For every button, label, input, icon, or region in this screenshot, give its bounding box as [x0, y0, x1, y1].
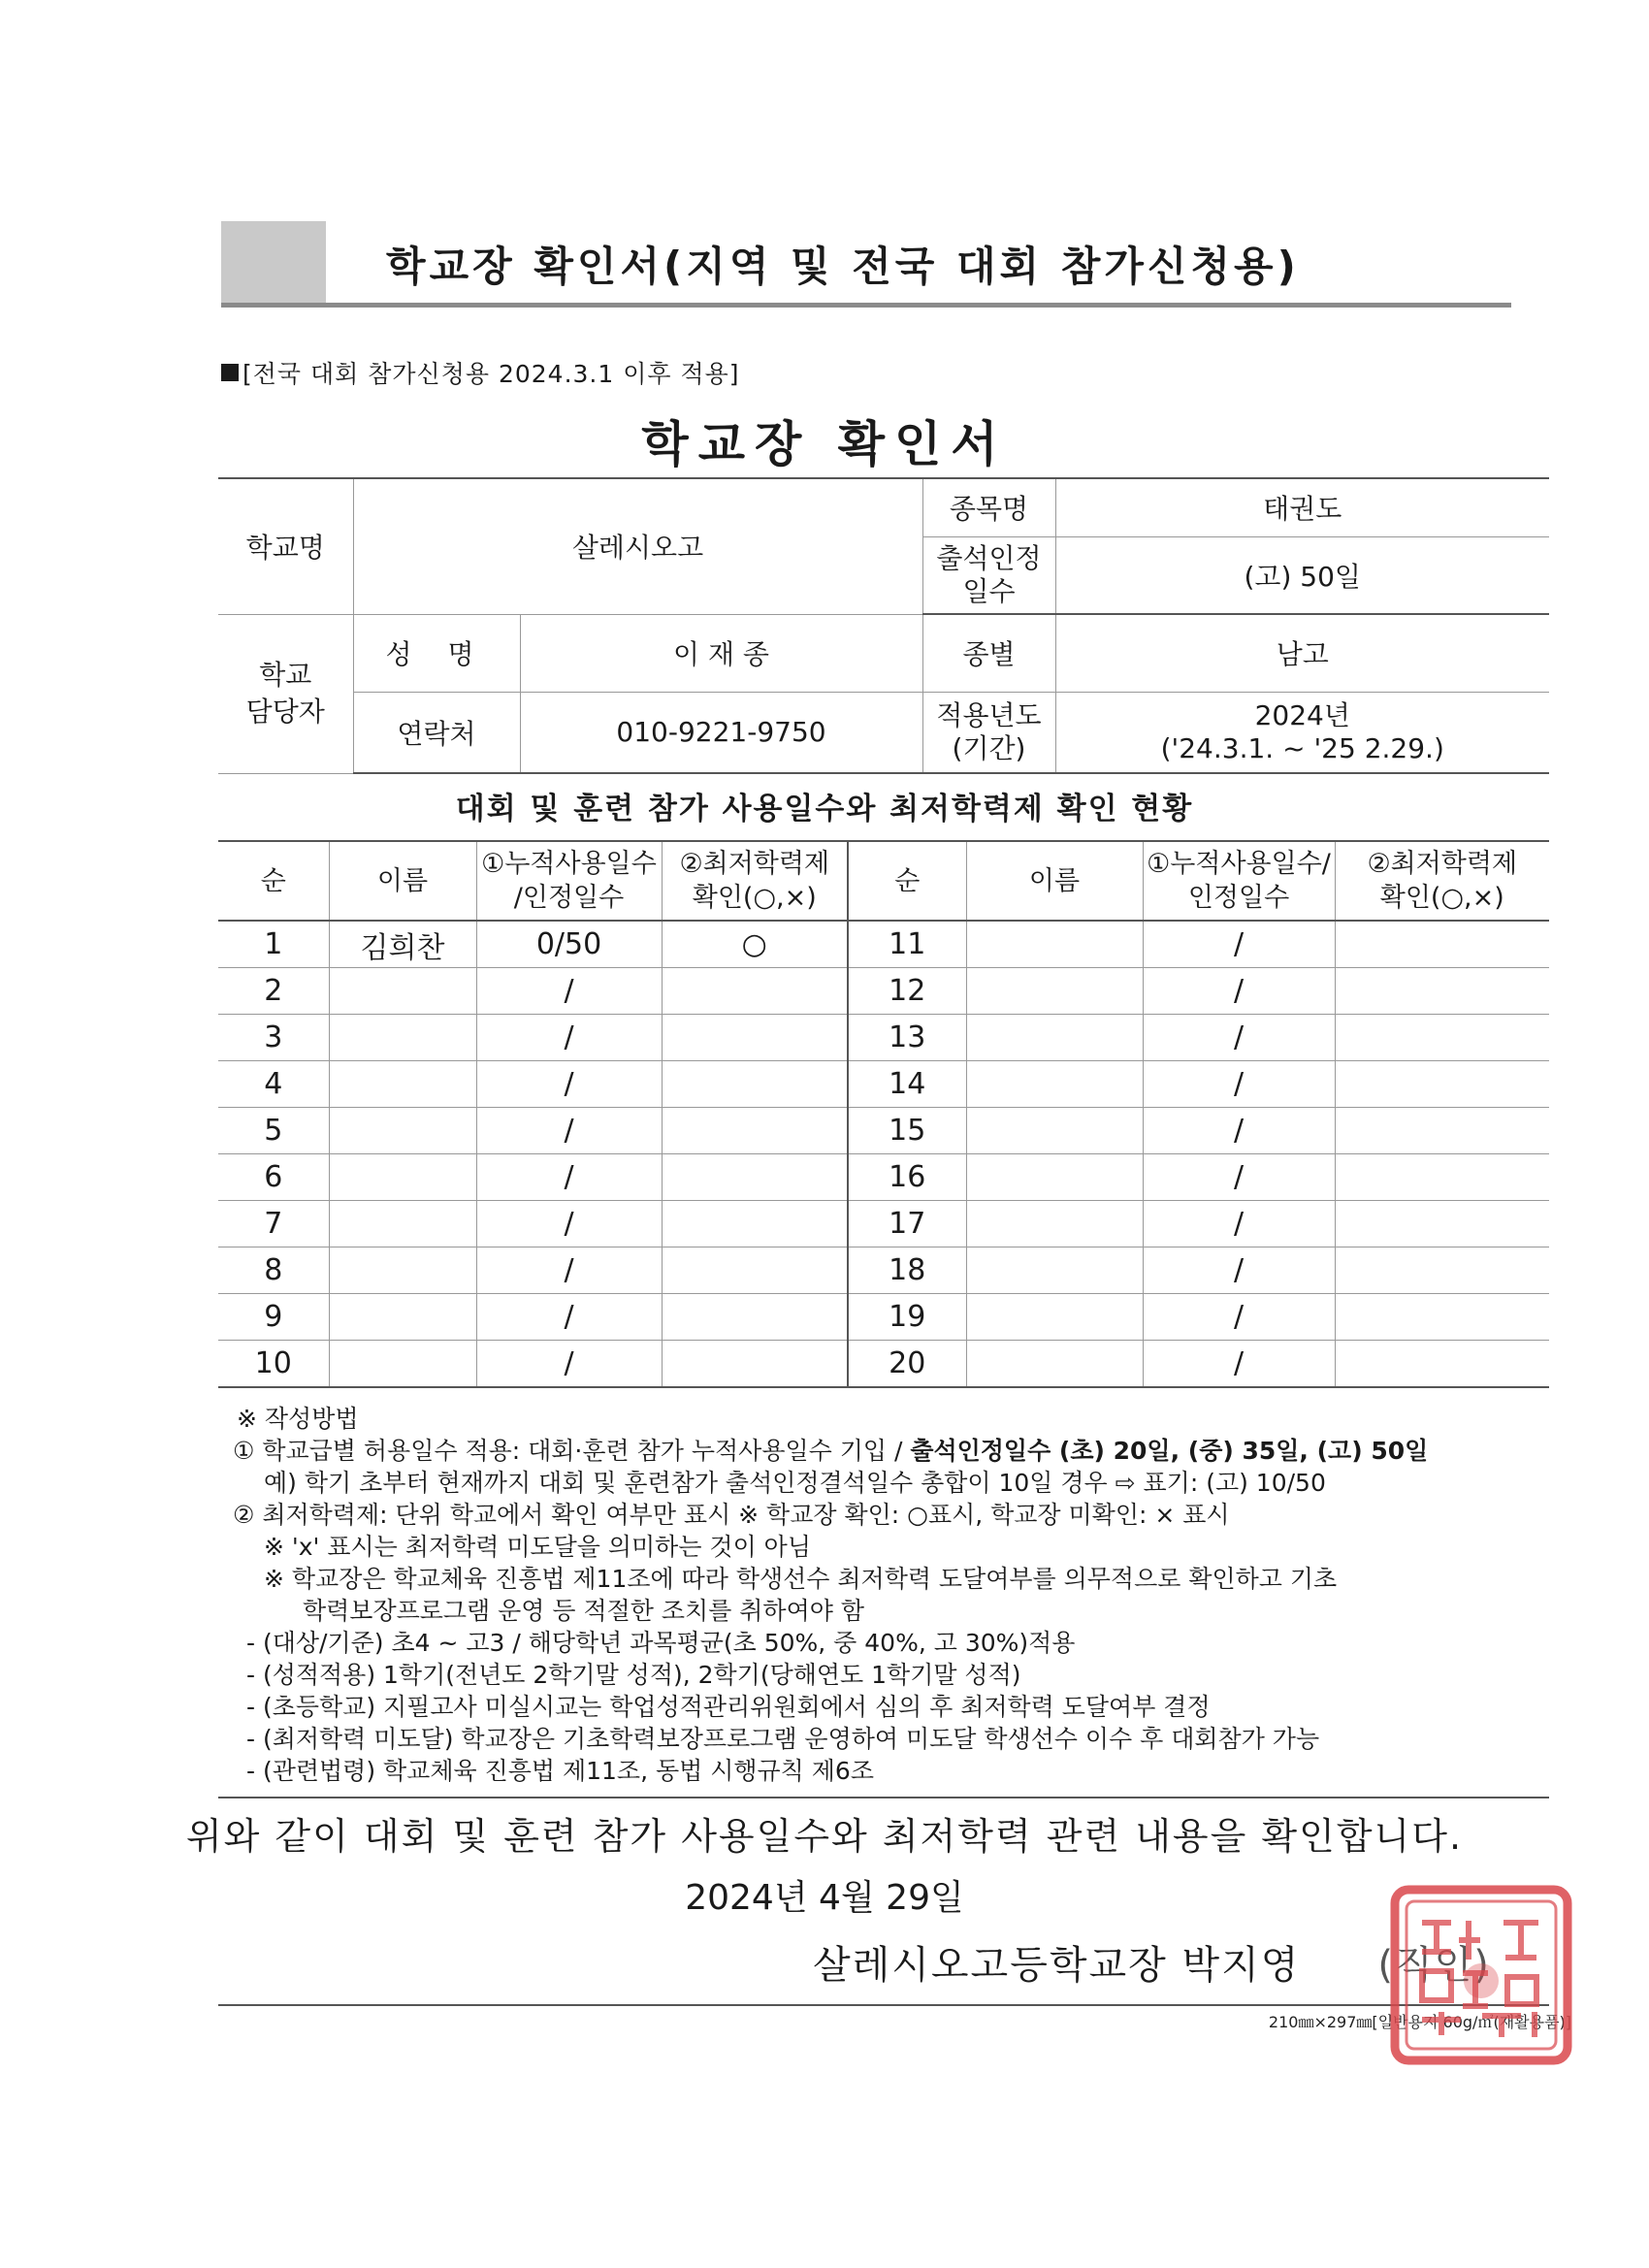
school-label: 학교명: [218, 478, 353, 614]
row-days-right: /: [1143, 1108, 1335, 1154]
row-days: /: [476, 1015, 662, 1061]
sport-label: 종목명: [922, 478, 1055, 536]
instruction-line: - (성적적용) 1학기(전년도 2학기말 성적), 2학기(당해연도 1학기말 성적): [246, 1661, 1021, 1689]
instruction-line: - (대상/기준) 초4 ~ 고3 / 해당학년 과목평균(초 50%, 중 40%, 고 30%)적용: [246, 1629, 1076, 1657]
attendance-label-line1: 출석인정: [936, 541, 1042, 574]
row-no-right: 11: [848, 921, 966, 968]
attendance-label: [922, 536, 1055, 614]
row-check: ○: [662, 921, 848, 968]
confirmation-statement: 위와 같이 대회 및 훈련 참가 사용일수와 최저학력 관련 내용을 확인합니다.: [185, 1815, 1464, 1858]
row-check: [662, 968, 848, 1015]
header-days-right-line1: ①누적사용일수/: [1147, 849, 1331, 879]
school-info-table: [218, 477, 1549, 774]
row-name: [329, 1154, 476, 1201]
official-seal-icon: [1389, 1884, 1573, 2066]
row-days: /: [476, 1201, 662, 1247]
row-days-right: /: [1143, 921, 1335, 968]
year-value-year: 2024년: [1254, 698, 1350, 731]
instruction-line: ※ 'x' 표시는 최저학력 미도달을 의미하는 것이 아님: [264, 1533, 811, 1561]
row-no: 5: [218, 1108, 329, 1154]
year-value-period: ('24.3.1. ~ '25 2.29.): [1160, 731, 1444, 764]
table-row: [218, 1154, 1549, 1201]
row-check: [662, 1108, 848, 1154]
row-no-right: 17: [848, 1201, 966, 1247]
row-check: [662, 1061, 848, 1108]
row-check-right: [1335, 1201, 1549, 1247]
row-days: /: [476, 1108, 662, 1154]
manager-label-line2: 담당자: [245, 696, 325, 728]
row-check: [662, 1015, 848, 1061]
table-row: [218, 968, 1549, 1015]
header-days: [476, 841, 662, 921]
manager-label-line1: 학교: [259, 659, 312, 691]
square-bullet-icon: [221, 364, 239, 381]
row-days-right: /: [1143, 1294, 1335, 1341]
header-no-right: 순: [848, 841, 966, 921]
row-no: 4: [218, 1061, 329, 1108]
header-banner: [221, 221, 1511, 308]
table-row: [218, 1341, 1549, 1388]
instruction-line: 예) 학기 초부터 현재까지 대회 및 훈련참가 출석인정결석일수 총합이 10일 경우 ⇨ 표기: (고) 10/50: [264, 1469, 1326, 1497]
table-row: [218, 1294, 1549, 1341]
row-days-right: /: [1143, 1247, 1335, 1294]
instructions-heading: ※ 작성방법: [237, 1405, 359, 1433]
row-name: [329, 1341, 476, 1388]
instruction-line: [233, 1435, 1571, 1467]
contact-value: 010-9221-9750: [520, 692, 922, 773]
row-name: [329, 1108, 476, 1154]
row-no-right: 19: [848, 1294, 966, 1341]
instruction-line: - (관련법령) 학교체육 진흥법 제11조, 동법 시행규칙 제6조: [246, 1757, 874, 1785]
row-check-right: [1335, 1294, 1549, 1341]
table-row: [218, 1247, 1549, 1294]
header-days-right: [1143, 841, 1335, 921]
header-check-right-line2: 확인(○,×): [1379, 883, 1504, 913]
row-check-right: [1335, 1247, 1549, 1294]
row-days-right: /: [1143, 1341, 1335, 1388]
row-days: /: [476, 1341, 662, 1388]
applicability-note: [221, 355, 740, 390]
row-name: [329, 1247, 476, 1294]
school-value: 살레시오고: [353, 478, 922, 614]
row-no-right: 20: [848, 1341, 966, 1388]
row-check: [662, 1154, 848, 1201]
roster-header-row: [218, 841, 1549, 921]
row-days-right: /: [1143, 1015, 1335, 1061]
row-check: [662, 1247, 848, 1294]
year-label: [922, 692, 1055, 773]
row-name: 김희찬: [329, 921, 476, 968]
instruction-line: ※ 학교장은 학교체육 진흥법 제11조에 따라 학생선수 최저학력 도달여부를 의무적으로 확인하고 기초: [264, 1565, 1338, 1593]
divider: [218, 2004, 1549, 2006]
manager-label: [218, 614, 353, 773]
row-no-right: 13: [848, 1015, 966, 1061]
attendance-value: (고) 50일: [1055, 536, 1549, 614]
attendance-label-line2: 일수: [962, 574, 1016, 607]
document-title: 학교장 확인서: [641, 416, 1008, 472]
paper-spec: 210㎜×297㎜[일반용지 60g/㎡(재활용품)]: [1268, 2013, 1571, 2031]
row-days: /: [476, 968, 662, 1015]
contact-label: 연락처: [353, 692, 520, 773]
year-label-line1: 적용년도: [936, 698, 1042, 731]
row-days-right: /: [1143, 968, 1335, 1015]
sport-value: 태권도: [1055, 478, 1549, 536]
row-no: 8: [218, 1247, 329, 1294]
instruction-line: 학력보장프로그램 운영 등 적절한 조치를 취하여야 함: [303, 1597, 864, 1625]
row-check-right: [1335, 1061, 1549, 1108]
header-check-right: [1335, 841, 1549, 921]
row-name-right: [966, 1201, 1143, 1247]
gender-value: 남고: [1055, 614, 1549, 692]
row-name-right: [966, 1247, 1143, 1294]
row-check: [662, 1294, 848, 1341]
divider: [218, 1797, 1549, 1798]
row-name: [329, 1201, 476, 1247]
row-name: [329, 1294, 476, 1341]
row-no-right: 16: [848, 1154, 966, 1201]
row-check-right: [1335, 1341, 1549, 1388]
stamp-label: (직인): [1377, 1943, 1491, 1988]
row-days-right: /: [1143, 1061, 1335, 1108]
table-row: [218, 1015, 1549, 1061]
row-name: [329, 1061, 476, 1108]
instruction-line1-bold: 출석인정일수 (초) 20일, (중) 35일, (고) 50일: [910, 1437, 1429, 1465]
row-no-right: 18: [848, 1247, 966, 1294]
row-name-right: [966, 1154, 1143, 1201]
row-check-right: [1335, 921, 1549, 968]
header-days-right-line2: 인정일수: [1187, 883, 1290, 913]
row-check-right: [1335, 968, 1549, 1015]
row-no: 10: [218, 1341, 329, 1388]
header-no: 순: [218, 841, 329, 921]
name-label: 성 명: [353, 614, 520, 692]
row-days: /: [476, 1294, 662, 1341]
roster-table: [218, 840, 1549, 1388]
row-no: 1: [218, 921, 329, 968]
row-name-right: [966, 1341, 1143, 1388]
row-no-right: 14: [848, 1061, 966, 1108]
table-row: [218, 1061, 1549, 1108]
instruction-line1-text: ① 학교급별 허용일수 적용: 대회·훈련 참가 누적사용일수 기입 /: [233, 1437, 911, 1465]
instructions: [233, 1403, 1571, 1787]
row-name: [329, 968, 476, 1015]
row-days-right: /: [1143, 1201, 1335, 1247]
row-name-right: [966, 1294, 1143, 1341]
row-check: [662, 1201, 848, 1247]
header-days-line1: ①누적사용일수: [481, 849, 657, 879]
signer-name: 살레시오고등학교장 박지영: [813, 1943, 1301, 1988]
row-check-right: [1335, 1108, 1549, 1154]
row-name: [329, 1015, 476, 1061]
name-value: 이 재 종: [520, 614, 922, 692]
header-check-line1: ②최저학력제: [679, 849, 830, 879]
row-check: [662, 1341, 848, 1388]
table-row: [218, 1201, 1549, 1247]
year-value: [1055, 692, 1549, 773]
gender-label: 종별: [922, 614, 1055, 692]
banner-title: 학교장 확인서(지역 및 전국 대회 참가신청용): [386, 243, 1300, 290]
row-no: 9: [218, 1294, 329, 1341]
issue-date: 2024년 4월 29일: [685, 1878, 964, 1918]
row-check-right: [1335, 1154, 1549, 1201]
header-check: [662, 841, 848, 921]
year-label-line2: (기간): [952, 731, 1026, 764]
row-name-right: [966, 1061, 1143, 1108]
header-name-right: 이름: [966, 841, 1143, 921]
row-no: 3: [218, 1015, 329, 1061]
row-name-right: [966, 968, 1143, 1015]
roster-subtitle: 대회 및 훈련 참가 사용일수와 최저학력제 확인 현황: [455, 792, 1194, 826]
banner-underline: [221, 303, 1511, 308]
banner-grey-block: [221, 221, 326, 307]
header-check-line2: 확인(○,×): [692, 883, 817, 913]
row-check-right: [1335, 1015, 1549, 1061]
row-no: 7: [218, 1201, 329, 1247]
applicability-note-text: [전국 대회 참가신청용 2024.3.1 이후 적용]: [242, 360, 740, 388]
table-row: [218, 1108, 1549, 1154]
instruction-line: ② 최저학력제: 단위 학교에서 확인 여부만 표시 ※ 학교장 확인: ○표시, 학교장 미확인: × 표시: [233, 1501, 1230, 1529]
row-name-right: [966, 921, 1143, 968]
row-days: /: [476, 1061, 662, 1108]
row-no: 2: [218, 968, 329, 1015]
header-check-right-line1: ②최저학력제: [1367, 849, 1518, 879]
row-no-right: 12: [848, 968, 966, 1015]
row-no: 6: [218, 1154, 329, 1201]
header-name: 이름: [329, 841, 476, 921]
row-days: /: [476, 1247, 662, 1294]
row-days: /: [476, 1154, 662, 1201]
instruction-line: - (초등학교) 지필고사 미실시교는 학업성적관리위원회에서 심의 후 최저학력 도달여부 결정: [246, 1693, 1211, 1721]
row-name-right: [966, 1108, 1143, 1154]
instruction-line: - (최저학력 미도달) 학교장은 기초학력보장프로그램 운영하여 미도달 학생선수 이수 후 대회참가 가능: [246, 1725, 1320, 1753]
row-no-right: 15: [848, 1108, 966, 1154]
table-row: [218, 921, 1549, 968]
header-days-line2: /인정일수: [513, 883, 625, 913]
row-days-right: /: [1143, 1154, 1335, 1201]
row-days: 0/50: [476, 921, 662, 968]
row-name-right: [966, 1015, 1143, 1061]
